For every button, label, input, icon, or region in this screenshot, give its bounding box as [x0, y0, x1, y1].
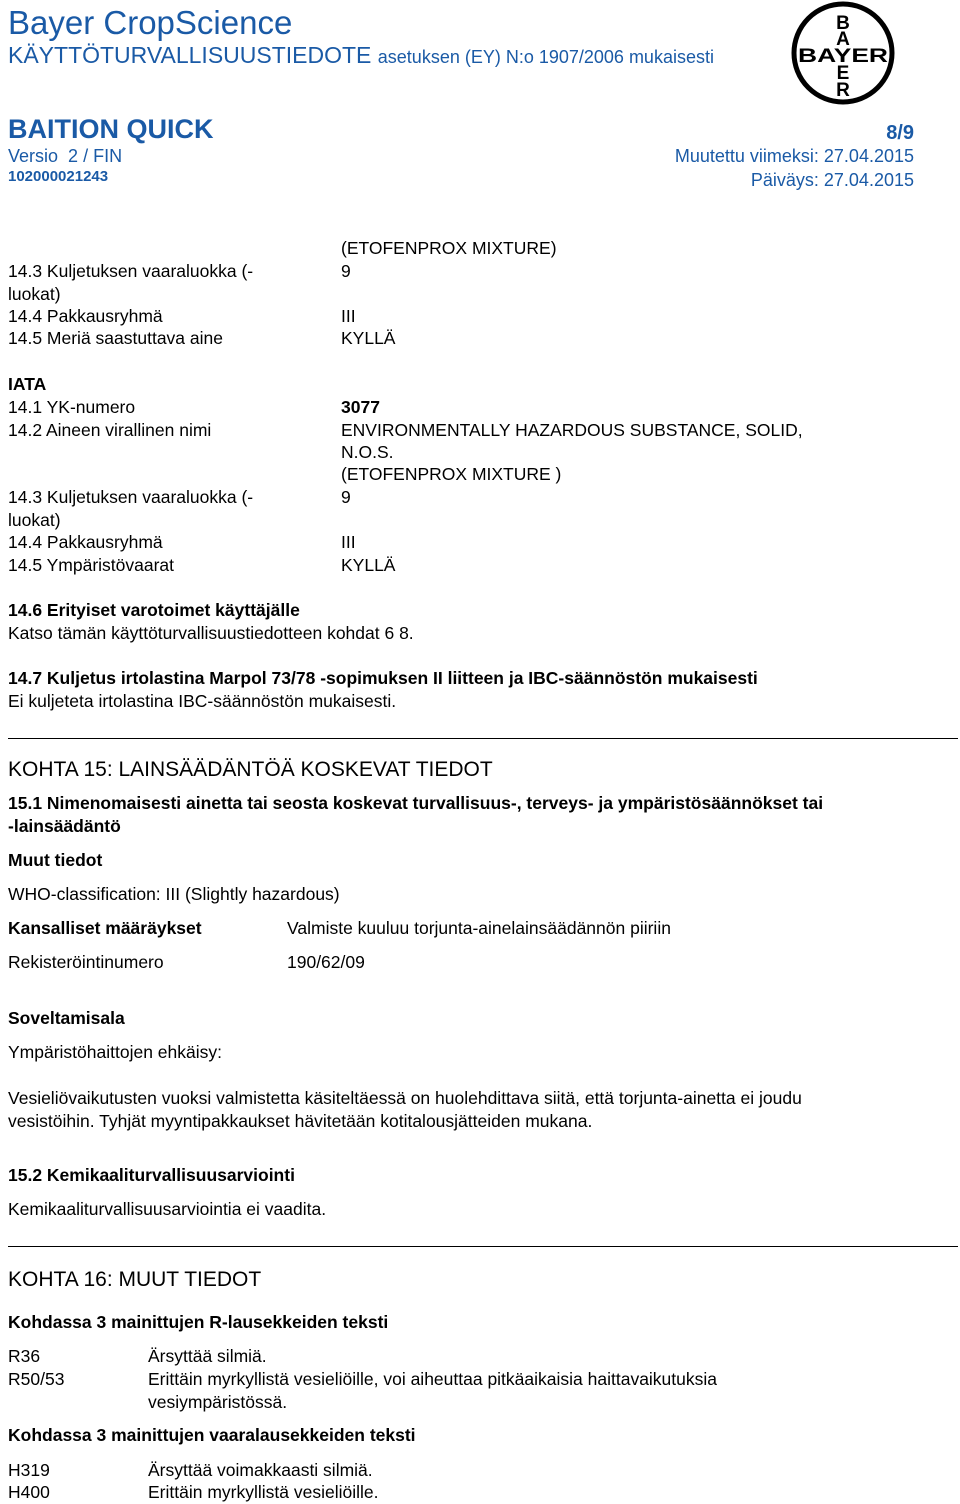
- version-label: Versio: [8, 146, 59, 166]
- iata-name-value-3: (ETOFENPROX MIXTURE ): [341, 464, 562, 484]
- h-statements-heading: Kohdassa 3 mainittujen vaaralausekkeiden teksti: [8, 1425, 416, 1445]
- r-phrase-text: Ärsyttää silmiä.: [148, 1346, 267, 1366]
- r-phrase-text: Erittäin myrkyllistä vesieliöille, voi aiheuttaa pitkäaikaisia haittavaikutuksia: [148, 1369, 718, 1389]
- product-name: BAITION QUICK: [8, 114, 214, 144]
- section-14-6-text: Katso tämän käyttöturvallisuustiedotteen kohdat 6 8.: [8, 623, 414, 643]
- logo-letter-e: E: [836, 63, 850, 84]
- iata-class-value: 9: [341, 487, 351, 507]
- section-14-7-heading: 14.7 Kuljetus irtolastina Marpol 73/78 -sopimuksen II liitteen ja IBC-säännöstön mukaisesti: [8, 668, 758, 688]
- scope-heading: Soveltamisala: [8, 1008, 125, 1028]
- who-classification: WHO-classification: III (Slightly hazardous): [8, 884, 340, 904]
- section-15-2-text: Kemikaaliturvallisuusarviointia ei vaadita.: [8, 1199, 327, 1219]
- iata-name-label: 14.2 Aineen virallinen nimi: [8, 420, 212, 440]
- registration-number-label: Rekisteröintinumero: [8, 952, 164, 972]
- document-title-sub: asetuksen (EY) N:o 1907/2006 mukaisesti: [377, 47, 714, 67]
- section-15-1-heading-line2: -lainsäädäntö: [8, 816, 121, 836]
- aquatic-text-line2: vesistöihin. Tyhjät myyntipakkaukset hävitetään kotitalousjätteiden mukana.: [8, 1111, 593, 1131]
- imdg-marine-value: KYLLÄ: [341, 328, 396, 348]
- section-15-2-heading: 15.2 Kemikaaliturvallisuusarviointi: [8, 1165, 295, 1185]
- section-15-heading: KOHTA 15: LAINSÄÄDÄNTÖÄ KOSKEVAT TIEDOT: [8, 758, 493, 781]
- iata-un-label: 14.1 YK-numero: [8, 397, 136, 417]
- imdg-marine-label: 14.5 Meriä saastuttava aine: [8, 328, 223, 348]
- imdg-class-label: 14.3 Kuljetuksen vaaraluokka (-: [8, 261, 254, 281]
- imdg-packing-value: III: [341, 306, 356, 326]
- document-code: 102000021243: [8, 168, 109, 185]
- revised-date: Muutettu viimeksi: 27.04.2015: [674, 146, 914, 166]
- national-regulations-value: Valmiste kuuluu torjunta-ainelainsäädännön piiriin: [287, 918, 671, 938]
- imdg-packing-label: 14.4 Pakkausryhmä: [8, 306, 163, 326]
- registration-number-value: 190/62/09: [287, 952, 365, 972]
- imdg-class-value: 9: [341, 261, 351, 281]
- r-phrase-text-cont: vesiympäristössä.: [148, 1392, 288, 1412]
- iata-name-value-2: N.O.S.: [341, 442, 394, 462]
- version-info: [8, 146, 122, 167]
- iata-env-label: 14.5 Ympäristövaarat: [8, 555, 175, 575]
- imdg-class-label-cont: luokat): [8, 284, 61, 304]
- national-regulations-label: Kansalliset määräykset: [8, 918, 202, 938]
- logo-letter-a: A: [836, 29, 850, 50]
- issue-date: Päiväys: 27.04.2015: [750, 170, 914, 190]
- h-statement-text: Ärsyttää voimakkaasti silmiä.: [148, 1460, 373, 1480]
- iata-packing-label: 14.4 Pakkausryhmä: [8, 532, 163, 552]
- iata-name-value-1: ENVIRONMENTALLY HAZARDOUS SUBSTANCE, SOLID,: [341, 420, 803, 440]
- aquatic-text-line1: Vesieliövaikutusten vuoksi valmistetta käsiteltäessä on huolehdittava siitä, että torjunta-ainetta ei joudu: [8, 1088, 802, 1108]
- logo-word-bayer: BAYER: [798, 46, 889, 67]
- company-name: Bayer CropScience: [8, 4, 293, 41]
- bayer-cross-logo: [790, 0, 896, 106]
- h-statement-text: Erittäin myrkyllistä vesieliöille.: [148, 1482, 379, 1502]
- version-language: FIN: [93, 146, 123, 166]
- h-statement-code: H319: [8, 1460, 50, 1480]
- page-number: 8/9: [886, 122, 914, 144]
- section-14-6-heading: 14.6 Erityiset varotoimet käyttäjälle: [8, 600, 300, 620]
- document-title: [8, 42, 714, 69]
- imdg-mixture: (ETOFENPROX MIXTURE): [341, 238, 557, 258]
- logo-letter-r: R: [836, 80, 850, 101]
- version-number: 2: [68, 146, 79, 166]
- h-statement-code: H400: [8, 1482, 50, 1502]
- logo-letter-b: B: [836, 13, 850, 34]
- iata-class-label: 14.3 Kuljetuksen vaaraluokka (-: [8, 487, 254, 507]
- environmental-prevention-label: Ympäristöhaittojen ehkäisy:: [8, 1042, 222, 1062]
- r-phrases-heading: Kohdassa 3 mainittujen R-lausekkeiden teksti: [8, 1312, 389, 1332]
- r-phrase-code: R36: [8, 1346, 41, 1366]
- section-16-heading: KOHTA 16: MUUT TIEDOT: [8, 1268, 262, 1291]
- iata-packing-value: III: [341, 532, 356, 552]
- version-separator: /: [83, 146, 89, 166]
- section-14-7-text: Ei kuljeteta irtolastina IBC-säännöstön mukaisesti.: [8, 691, 397, 711]
- r-phrase-code: R50/53: [8, 1369, 65, 1389]
- other-info-heading: Muut tiedot: [8, 850, 103, 870]
- iata-un-value: 3077: [341, 397, 380, 417]
- iata-class-label-cont: luokat): [8, 510, 61, 530]
- document-title-main: KÄYTTÖTURVALLISUUSTIEDOTE: [8, 42, 372, 68]
- iata-heading: IATA: [8, 374, 47, 394]
- section-15-1-heading-line1: 15.1 Nimenomaisesti ainetta tai seosta koskevat turvallisuus-, terveys- ja ympäristösäännökset tai: [8, 793, 824, 813]
- section-divider: [8, 738, 958, 739]
- iata-env-value: KYLLÄ: [341, 555, 396, 575]
- section-divider: [8, 1246, 958, 1247]
